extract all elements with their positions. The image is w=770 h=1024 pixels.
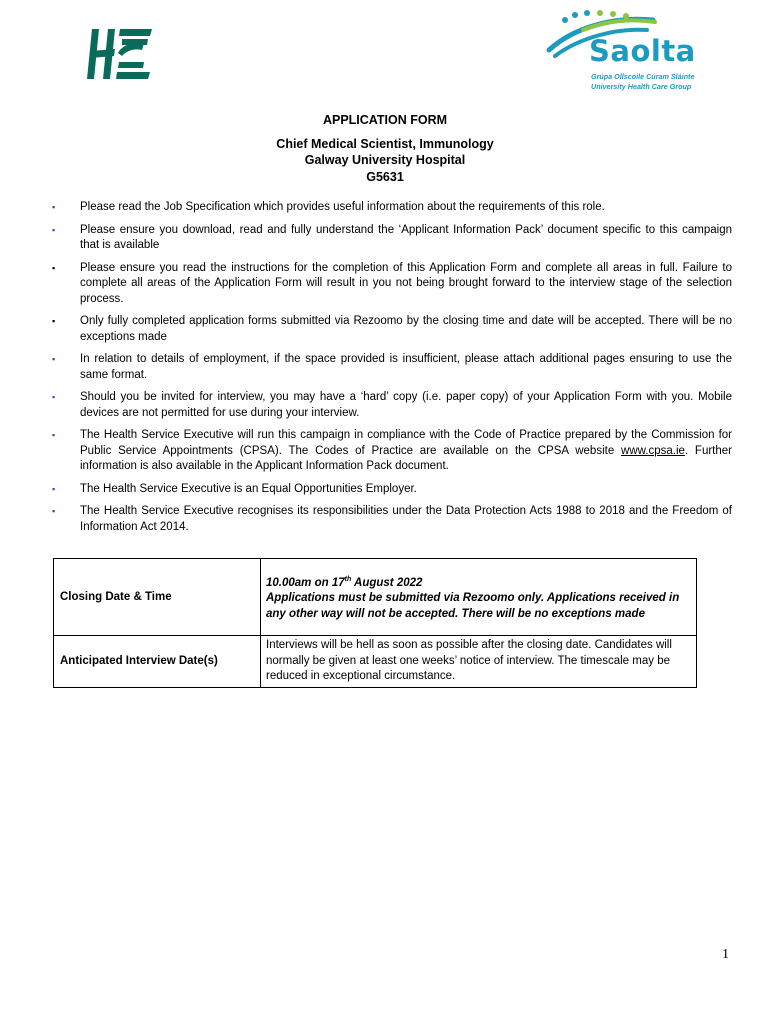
instructions-list (52, 200, 732, 542)
list-item: ▪ The Health Service Executive is an Equal Opportunities Employer. (52, 482, 732, 498)
role-title: Chief Medical Scientist, Immunology (276, 137, 494, 151)
table-row (54, 559, 697, 636)
list-item: ▪ In relation to details of employment, if the space provided is insufficient, please attach additional pages ensuring to use the same format. (52, 353, 732, 381)
saolta-subtitle-irish: Grúpa Ollscoile Cúram Sláinte (591, 72, 695, 81)
closing-date-value: 10.00am on 17th August 2022 Applications must be submitted via Rezoomo only. Applications received in any other way will not be accepted. There will be no exceptions made (261, 559, 697, 636)
list-item: ▪ Please read the Job Specification which provides useful information about the requirements of this role. (52, 200, 732, 216)
bullet-icon: ▪ (52, 430, 56, 440)
saolta-subtitle-english: University Health Care Group (591, 82, 692, 91)
bullet-icon: ▪ (52, 224, 56, 235)
page-number: 1 (722, 947, 729, 962)
closing-note: Applications must be submitted via Rezoomo only. Applications received in any other way will not be accepted. There will be no exceptions made (266, 592, 680, 620)
saolta-wordmark: Saolta (589, 34, 696, 68)
dates-table (53, 558, 697, 688)
list-item: ▪ The Health Service Executive will run this campaign in compliance with the Code of Practice prepared by the Commission for Public Service Appointments (CPSA). The Codes of Practice are available on the CPSA website www.cpsa.ie. Further information is also available in the Applicant Information Pack document. (52, 429, 732, 472)
closing-date-label: Closing Date & Time (54, 559, 261, 636)
cpsa-website-link[interactable]: www.cpsa.ie (621, 444, 685, 457)
interview-date-label: Anticipated Interview Date(s) (54, 636, 261, 688)
bullet-icon: ▪ (52, 202, 56, 212)
interview-date-value: Interviews will be hell as soon as possible after the closing date. Candidates will normally be given at least one weeks’ notice of interview. The timescale may be reduced in exceptional circumstance. (261, 636, 697, 688)
bullet-icon: ▪ (52, 262, 56, 273)
list-item: ▪ Please ensure you download, read and fully understand the ‘Applicant Information Pack’ document specific to this campaign that is available (52, 223, 732, 251)
list-item: ▪ Should you be invited for interview, you may have a ‘hard’ copy (i.e. paper copy) of your Application Form with you. Mobile devices are not permitted for use during your interview. (52, 391, 732, 419)
campaign-code: G5631 (366, 170, 404, 184)
hse-logo (82, 25, 154, 83)
bullet-icon: ▪ (52, 392, 56, 402)
bullet-icon: ▪ (52, 316, 56, 326)
list-item: ▪ Only fully completed application forms submitted via Rezoomo by the closing time and date will be accepted. There will be no exceptions made (52, 315, 732, 343)
list-item: ▪ The Health Service Executive recognises its responsibilities under the Data Protection Acts 1988 to 2018 and the Freedom of Information Act 2014. (52, 505, 732, 533)
form-title: APPLICATION FORM (322, 113, 448, 127)
hospital-name: Galway University Hospital (304, 153, 466, 167)
bullet-icon: ▪ (52, 354, 56, 364)
bullet-icon: ▪ (52, 483, 56, 494)
bullet-icon: ▪ (52, 506, 56, 516)
list-item: ▪ Please ensure you read the instructions for the completion of this Application Form and complete all areas in full. Failure to complete all areas of the Application Form will result in you not being brought forward to the interview stage of the selection process. (52, 261, 732, 305)
table-row (54, 636, 697, 688)
